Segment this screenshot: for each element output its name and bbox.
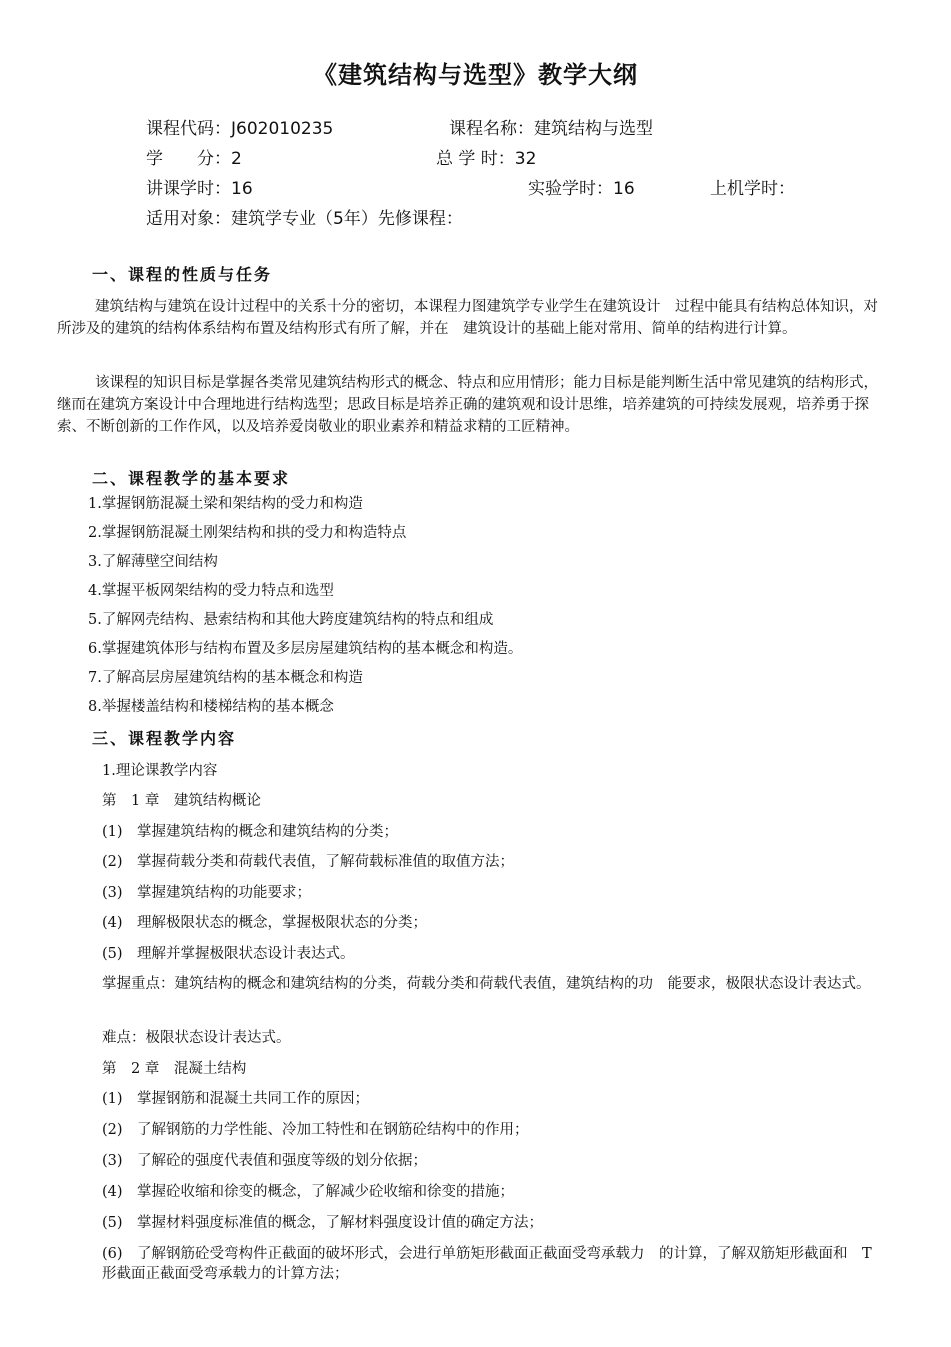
requirement-item: 6.掌握建筑体形与结构布置及多层房屋建筑结构的基本概念和构造。 <box>88 641 523 657</box>
chapter-2-item: (5) 掌握材料强度标准值的概念，了解材料强度设计值的确定方法； <box>102 1215 544 1231</box>
requirement-item: 2.掌握钢筋混凝土刚架结构和拱的受力和构造特点 <box>88 525 407 541</box>
chapter-2-item: (4) 掌握砼收缩和徐变的概念，了解减少砼收缩和徐变的措施； <box>102 1184 515 1200</box>
lecture-hours: 讲课学时：16 <box>146 179 253 199</box>
requirement-item: 7.了解高层房屋建筑结构的基本概念和构造 <box>88 670 363 686</box>
course-total-hours: 总 学 时：32 <box>436 149 537 169</box>
chapter-1-item: (3) 掌握建筑结构的功能要求； <box>102 885 312 901</box>
chapter-2-item: (3) 了解砼的强度代表值和强度等级的划分依据； <box>102 1153 428 1169</box>
course-credit: 学 分：2 <box>146 149 242 169</box>
chapter-1-item: (2) 掌握荷载分类和荷载代表值，了解荷载标准值的取值方法； <box>102 854 515 870</box>
chapter-1-title: 第 1 章 建筑结构概论 <box>102 793 261 809</box>
section-1-heading: 一、课程的性质与任务 <box>92 265 273 284</box>
chapter-1-difficult-points: 难点：极限状态设计表达式。 <box>102 1030 291 1046</box>
requirement-item: 8.举握楼盖结构和楼梯结构的基本概念 <box>88 699 334 715</box>
course-name: 课程名称：建筑结构与选型 <box>449 119 653 139</box>
requirement-item: 4.掌握平板网架结构的受力特点和选型 <box>88 583 334 599</box>
chapter-1-key-points: 掌握重点：建筑结构的概念和建筑结构的分类，荷载分类和荷载代表值，建筑结构的功 能要求，极限状态设计表达式。 <box>102 976 871 992</box>
section-2-heading: 二、课程教学的基本要求 <box>92 469 291 488</box>
section-1-paragraph-2 <box>57 372 892 438</box>
document-title: 《建筑结构与选型》教学大纲 <box>313 61 638 89</box>
requirement-item: 1.掌握钢筋混凝土梁和架结构的受力和构造 <box>88 496 363 512</box>
section-1-paragraph-1-text: 建筑结构与建筑在设计过程中的关系十分的密切，本课程力图建筑学专业学生在建筑设计 过程中能具有结构总体知识，对所涉及的建筑的结构体系结构布置及结构形式有所了解，并在 建筑设计的基础上能对常用、简单的结构进行计算。 <box>57 299 878 337</box>
lab-hours: 实验学时：16 <box>528 179 635 199</box>
chapter-1-item: (1) 掌握建筑结构的概念和建筑结构的分类； <box>102 824 399 840</box>
computer-hours: 上机学时： <box>710 179 795 199</box>
chapter-2-item: (6) 了解钢筋砼受弯构件正截面的破坏形式，会进行单筋矩形截面正截面受弯承载力 的计算，了解双筋矩形截面和 T 形截面正截面受弯承载力的计算方法； <box>102 1246 887 1282</box>
section-1-paragraph-1 <box>57 296 892 340</box>
subsection-title: 1.理论课教学内容 <box>102 763 218 779</box>
section-1-paragraph-2-text: 该课程的知识目标是掌握各类常见建筑结构形式的概念、特点和应用情形；能力目标是能判断生活中常见建筑的结构形式，继而在建筑方案设计中合理地进行结构选型；思政目标是培养正确的建筑观和设计思维，培养建筑的可持续发展观，培养勇于探索、不断创新的工作作风，以及培养爱岗敬业的职业素养和精益求精的工匠精神。 <box>57 375 878 435</box>
chapter-2-item: (1) 掌握钢筋和混凝土共同工作的原因； <box>102 1091 370 1107</box>
chapter-1-item: (4) 理解极限状态的概念，掌握极限状态的分类； <box>102 915 428 931</box>
course-audience: 适用对象：建筑学专业（5年）先修课程： <box>146 209 463 229</box>
chapter-2-title: 第 2 章 混凝土结构 <box>102 1061 247 1077</box>
chapter-1-item: (5) 理解并掌握极限状态设计表达式。 <box>102 946 355 962</box>
chapter-2-item: (2) 了解钢筋的力学性能、冷加工特性和在钢筋砼结构中的作用； <box>102 1122 529 1138</box>
requirement-item: 5.了解网壳结构、悬索结构和其他大跨度建筑结构的特点和组成 <box>88 612 494 628</box>
requirement-item: 3.了解薄壁空间结构 <box>88 554 218 570</box>
course-code: 课程代码：J602010235 <box>146 119 334 139</box>
section-3-heading: 三、课程教学内容 <box>92 729 237 748</box>
